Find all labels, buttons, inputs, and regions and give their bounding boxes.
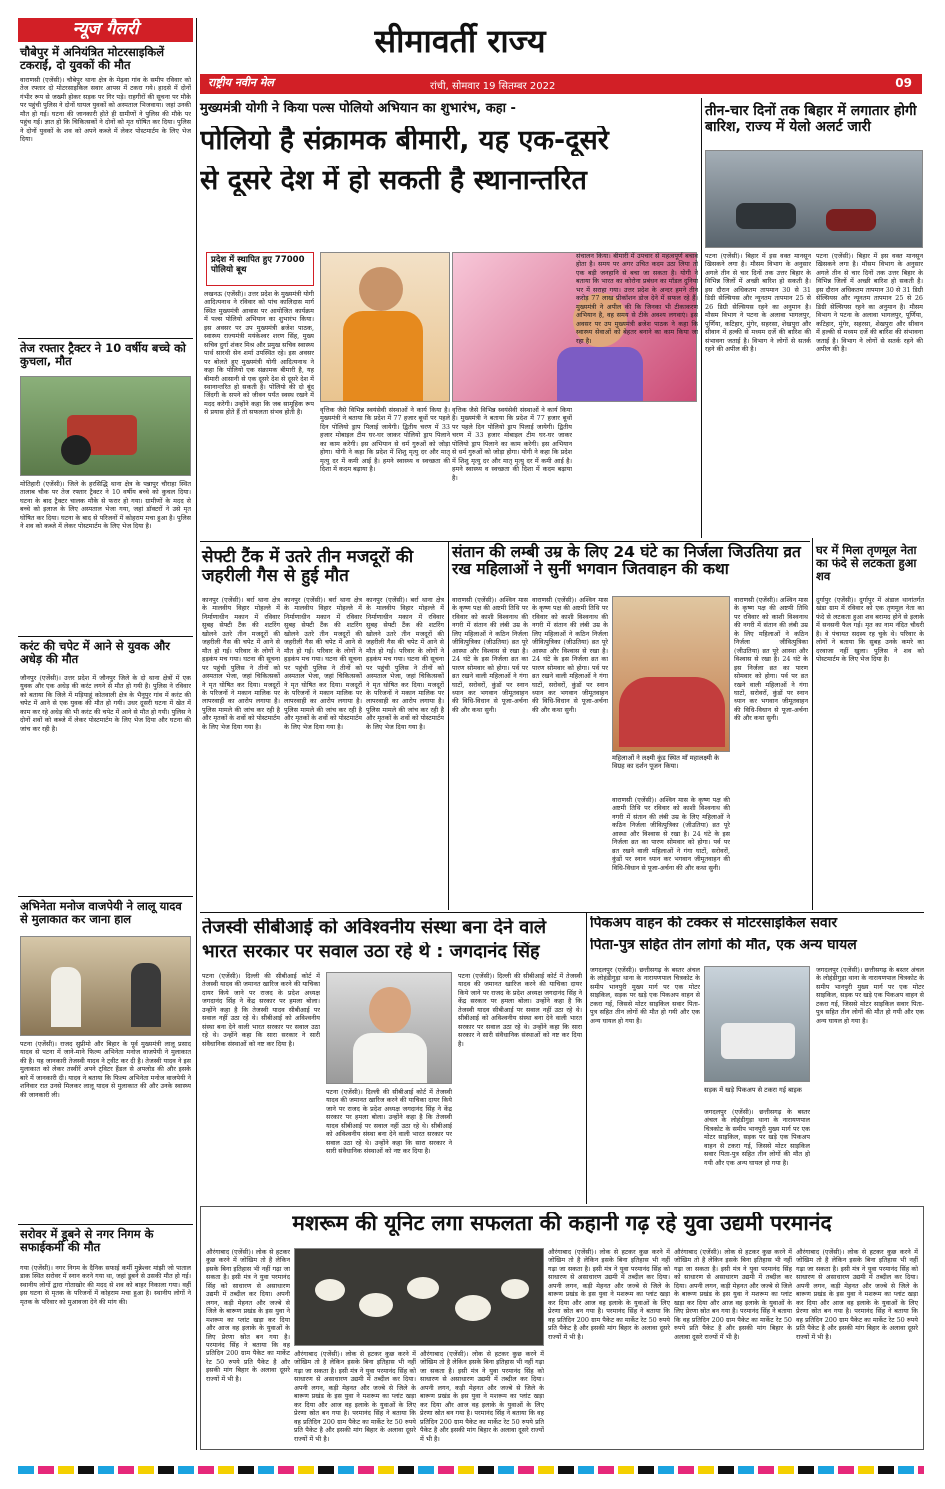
sidebar-story3-headline: करंट की चपेट में आने से युवक और अधेड़ की मौत — [20, 639, 170, 666]
lead-kicker: मुख्यमंत्री योगी ने किया पल्स पोलियो अभियान का शुभारंभ, कहा - — [200, 101, 516, 116]
section-title: सीमावर्ती राज्य — [374, 22, 546, 60]
page-number: 09 — [895, 76, 912, 90]
person-shape — [353, 1033, 427, 1084]
sidebar-story1-body: वाराणसी (एजेंसी)। चौबेपुर थाना क्षेत्र के मेढ़वा गांव के समीप रविवार को तेज रफ्तार दो मोटरसाइकिल सवार आपस में टकरा गये। हादसे में दोनों गंभीर रूप से जख्मी होकर सड़क पर गिर पड़े। राहगीरों की सूचना पर मौके पर पहुंची पुलिस ने दोनों घायल युवकों को अस्पताल भिजवाया। जहां उनकी मौत हो गई। घटना की जानकारी होते ही ग्रामीणों ने पुलिस की मौके पर पहुंच गई। ज्ञात हो कि चिकित्सकों ने दोनों को मृत घोषित कर दिया। पुलिस ने दोनों युवकों के शव को अपने कब्जे में लेकर पोस्टमार्टम के लिए भेज दिया। — [20, 76, 191, 144]
mushroom-shape — [407, 1277, 439, 1299]
masthead-bar — [200, 74, 922, 94]
column-rule — [196, 18, 197, 1450]
tank-headline: सेफ्टी टैंक में उतरे तीन मजदूरों की जहरीली गैस से हुई मौत — [202, 547, 414, 587]
sidebar-story3-body: जौनपुर (एजेंसी)। उत्तर प्रदेश में जौनपुर जिले के दो थाना क्षेत्रों में एक युवक और एक अधेड़ की करंट लगने से मौत हो गयी है। पुलिस ने रविवार को बताया कि जिले में मड़ियाहूं कोतवाली क्षेत्र के भैनूपुर गांव में करंट की चपेट में आने से एक युवक की मौत हो गयी। उधर दूसरी घटना में खेत में काम कर रहे अधेड़ की भी करंट की चपेट में आने से मौत हो गयी। पुलिस ने दोनों शवों को कब्जे में लेकर पोस्टमार्टम के लिए भेज दिया और घटना की जांच कर रही है। — [20, 674, 191, 733]
jitiya-body: वाराणसी (एजेंसी)। अश्विन मास के कृष्ण पक्ष की अष्टमी तिथि पर रविवार को काशी विश्वनाथ की नगरी में संतान की लंबी उम्र के लिए महिलाओं ने कठिन निर्जला जीवित्पुत्रिका (जीउतिया) व्रत पूरे आस्था और विश्वास से रखा है। 24 घंटे के इस निर्जला व्रत का पारण सोमवार को होगा। पर्व पर व्रत रखने वाली महिलाओं ने गंगा घाटों, सरोवरों, कुंडों पर स्नान ध्यान कर भगवान जीमूतवाहन की विधि-विधान से पूजा-अर्चना की और कथा सुनी। — [452, 596, 528, 714]
tank-body-2: कानपुर (एजेंसी)। बर्रा थाना क्षेत्र के मालवीय विहार मोहल्ले में निर्माणाधीन मकान में रविवार सुबह सेफ्टी टैंक की शटरिंग खोलने उतरे तीन मजदूरों की जहरीली गैस की चपेट में आने से मौत हो गई। परिवार के लोगों ने हड़कंप मच गया। घटना की सूचना पर पहुंची पुलिस ने तीनों को अस्पताल भेजा, जहां चिकित्सकों ने मृत घोषित कर दिया। मजदूरों के परिजनों ने मकान मालिक पर लापरवाही का आरोप लगाया है। पुलिस मामले की जांच कर रही है और मृतकों के शवों को पोस्टमार्टम के लिए भेज दिया गया है। — [284, 596, 362, 731]
sidebar-story5-body: गया (एजेंसी)। नगर निगम के दैनिक सफाई कर्मी मुन्नेश्वर मांझी जो पाताल डाक स्थित सरोवर में स्नान करने गया था, जहां डूबने से उसकी मौत हो गई। स्थानीय लोगों द्वारा गोताखोर की मदद से शव को बाहर निकाला गया। वहीं इस घटना से मृतक के परिजनों में कोहराम मचा हुआ है। स्थानीय लोगों ने मृतक के परिवार को मुआवजा देने की मांग की। — [20, 1264, 191, 1306]
lead-body-mid: वृत्तिक जैसे विभिन्न स्वयंसेवी संस्थाओं ने कार्य किया है। मुख्यमंत्री ने बताया कि प्रदेश में 77 हजार बूथों पर पहले दिन पोलियो ड्राप पिलाई जायेगी। द्वितीय चरण में 33 हजार मोबाइल टीम घर-घर जाकर पोलियो ड्राप पिलाने का काम करेगी। इस अभियान से धर्म गुरुओं को जोड़ा होगा। योगी ने कहा कि प्रदेश में शिशु मृत्यु दर और मातृ मृत्यु दर में कमी आई है। हमने स्वास्थ्य व स्वच्छता की दिशा में कदम बढ़ाया है। — [320, 406, 450, 474]
column-rule — [586, 912, 587, 1204]
tejashwi-body-3: पटना (एजेंसी)। दिल्ली की सीबीआई कोर्ट में तेजस्वी यादव की जमानत खारिज करने की याचिका दायर किये जाने पर राजद के प्रदेश अध्यक्ष जगदानंद सिंह ने केंद्र सरकार पर हमला बोला। उन्होंने कहा है कि तेजस्वी यादव सीबीआई पर सवाल नहीं उठा रहे थे। सीबीआई को अविश्वनीय संस्था बना देने वाली भारत सरकार पर सवाल उठा रहे थे। उन्होंने कहा कि सारा सरकार ने सारी संवैधानिक संस्थाओं को नष्ट कर दिया है। — [458, 972, 582, 1048]
sidebar-story4-headline: अभिनेता मनोज वाजपेयी ने लालू यादव से मुलाकात कर जाना हाल — [20, 899, 182, 926]
mushroom-headline: मशरूम की यूनिट लगा सफलता की कहानी गढ़ रहे युवा उद्यमी परमानंद — [292, 1212, 832, 1235]
person-shape — [369, 987, 411, 1033]
jitiya-photo-caption: महिलाओं ने लक्ष्मी कुंड स्थित माँ महालक्ष्मी के विग्रह का दर्शन पूजन किया। — [612, 754, 720, 771]
dateline: रांची, सोमवार 19 सितम्बर 2022 — [430, 81, 556, 92]
section-divider — [200, 541, 810, 542]
weather-headline: तीन-चार दिनों तक बिहार में लगातार होगी बारिश, राज्य में येलो अलर्ट जारी — [705, 103, 917, 135]
lead-body-right: संचालन किया। बीमारी में उपचार से महत्वपूर्ण बचाव होता है। समय पर अगर उचित कदम उठा लिया तो एक बड़ी जनहानि से बचा जा सकता है। योगी ने बताया कि भारत का कोरोना प्रबंधन का मॉडल दुनिया भर में सराहा गया। उत्तर प्रदेश के अन्दर हमने तीन करोड़ 77 लाख प्रीकॉशन डोज देने में सफल रहे हैं। मुख्यमंत्री ने अपील की कि जिनका भी टीकाकरण अभियान है, वह समय से टीके अवश्य लगवाएं। इस अवसर पर उप मुख्यमंत्री ब्रजेश पाठक ने कहा कि स्वास्थ्य सेवाओं को बेहतर बनाने का काम किया जा रहा है। — [576, 252, 698, 345]
pickup-photo — [704, 966, 810, 1082]
rain-photo — [705, 150, 923, 248]
tejashwi-body: पटना (एजेंसी)। दिल्ली की सीबीआई कोर्ट में तेजस्वी यादव की जमानत खारिज करने की याचिका दायर किये जाने पर राजद के प्रदेश अध्यक्ष जगदानंद सिंह ने केंद्र सरकार पर हमला बोला। उन्होंने कहा है कि तेजस्वी यादव सीबीआई पर सवाल नहीं उठा रहे थे। सीबीआई को अविश्वनीय संस्था बना देने वाली भारत सरकार पर सवाल उठा रहे थे। उन्होंने कहा कि सारा सरकार ने सारी संवैधानिक संस्थाओं को नष्ट कर दिया है। — [202, 972, 320, 1048]
column-rule — [812, 538, 813, 910]
jagdanand-photo — [326, 972, 452, 1084]
lead-headline-line2: से दूसरे देश में हो सकती है स्थानान्तरित — [200, 166, 587, 196]
jitiya-body-4: वाराणसी (एजेंसी)। अश्विन मास के कृष्ण पक्ष की अष्टमी तिथि पर रविवार को काशी विश्वनाथ की नगरी में संतान की लंबी उम्र के लिए महिलाओं ने कठिन निर्जला जीवित्पुत्रिका (जीउतिया) व्रत पूरे आस्था और विश्वास से रखा है। 24 घंटे के इस निर्जला व्रत का पारण सोमवार को होगा। पर्व पर व्रत रखने वाली महिलाओं ने गंगा घाटों, सरोवरों, कुंडों पर स्नान ध्यान कर भगवान जीमूतवाहन की विधि-विधान से पूजा-अर्चना की और कथा सुनी। — [734, 596, 808, 723]
jitiya-body-3: वाराणसी (एजेंसी)। अश्विन मास के कृष्ण पक्ष की अष्टमी तिथि पर रविवार को काशी विश्वनाथ की नगरी में संतान की लंबी उम्र के लिए महिलाओं ने कठिन निर्जला जीवित्पुत्रिका (जीउतिया) व्रत पूरे आस्था और विश्वास से रखा है। 24 घंटे के इस निर्जला व्रत का पारण सोमवार को होगा। पर्व पर व्रत रखने वाली महिलाओं ने गंगा घाटों, सरोवरों, कुंडों पर स्नान ध्यान कर भगवान जीमूतवाहन की विधि-विधान से पूजा-अर्चना की और कथा सुनी। — [612, 796, 730, 872]
tank-body-3: कानपुर (एजेंसी)। बर्रा थाना क्षेत्र के मालवीय विहार मोहल्ले में निर्माणाधीन मकान में रविवार सुबह सेफ्टी टैंक की शटरिंग खोलने उतरे तीन मजदूरों की जहरीली गैस की चपेट में आने से मौत हो गई। परिवार के लोगों ने हड़कंप मच गया। घटना की सूचना पर पहुंची पुलिस ने तीनों को अस्पताल भेजा, जहां चिकित्सकों ने मृत घोषित कर दिया। मजदूरों के परिजनों ने मकान मालिक पर लापरवाही का आरोप लगाया है। पुलिस मामले की जांच कर रही है और मृतकों के शवों को पोस्टमार्टम के लिए भेज दिया गया है। — [366, 596, 444, 731]
mushroom-shape — [359, 1293, 393, 1317]
vehicle-shape — [721, 1023, 795, 1059]
sidebar-story2-headline: तेज रफ्तार ट्रैक्टर ने 10 वर्षीय बच्चे को कुचला, मौत — [20, 341, 186, 368]
tractor-photo — [20, 376, 191, 476]
car-shape — [826, 209, 876, 231]
accident-body: जगदलपुर (एजेंसी)। छत्तीसगढ़ के बस्तर अंचल के लोहंडीगुड़ा थाना के नारायणपाल चित्रकोट के समीप भानपुरी मुख्य मार्ग पर एक मोटर साइकिल, सड़क पर खड़े एक पिकअप वाहन से टकरा गई, जिससे मोटर साइकिल सवार पिता-पुत्र सहित तीन लोगों की मौत हो गयी और एक अन्य घायल हो गया है। — [590, 966, 700, 1025]
jitiya-headline: संतान की लम्बी उम्र के लिए 24 घंटे का निर्जला जिउतिया व्रत रख महिलाओं ने सुनीं भगवान जितवाहन की कथा — [452, 543, 801, 579]
lead-body-left: लखनऊ (एजेंसी)। उत्तर प्रदेश के मुख्यमंत्री योगी आदित्यनाथ ने रविवार को पांच कालिदास मार्ग स्थित मुख्यमंत्री आवास पर आयोजित कार्यक्रम में पल्स पोलियो अभियान का शुभारंभ किया। इस अवसर पर उप मुख्यमंत्री ब्रजेश पाठक, स्वास्थ्य राज्यमंत्री मयंकेश्वर शरण सिंह, मुख्य सचिव दुर्गा शंकर मिश्र और प्रमुख सचिव स्वास्थ्य पार्थ सारथी सेन शर्मा उपस्थित रहे। इस अवसर पर बोलते हुए मुख्यमंत्री योगी आदित्यनाथ ने कहा कि पोलियो एक संक्रामक बीमारी है, यह बीमारी आसानी से एक दूसरे देश से दूसरे देश में स्थानान्तरित हो सकती है। पोलियो की दो बूंद जिंदगी के सपने को जीवन पर्यंत स्वस्थ रखने में मदद करेगी। उन्होंने कहा कि जब सामूहिक रूप से प्रयास होते हैं तो सफलता संभव होती है। — [204, 290, 314, 417]
divider — [18, 636, 193, 637]
crowd-shape — [619, 677, 725, 747]
tejashwi-body-2: पटना (एजेंसी)। दिल्ली की सीबीआई कोर्ट में तेजस्वी यादव की जमानत खारिज करने की याचिका दायर किये जाने पर राजद के प्रदेश अध्यक्ष जगदानंद सिंह ने केंद्र सरकार पर हमला बोला। उन्होंने कहा है कि तेजस्वी यादव सीबीआई पर सवाल नहीं उठा रहे थे। सीबीआई को अविश्वनीय संस्था बना देने वाली भारत सरकार पर सवाल उठा रहे थे। उन्होंने कहा कि सारा सरकार ने सारी संवैधानिक संस्थाओं को नष्ट कर दिया है। — [326, 1088, 452, 1156]
suicide-body: दुर्गापुर (एजेंसी)। दुर्गापुर में अंडाल थानांतर्गत खंडा ग्राम में रविवार को एक तृणमूल नेता का फंदे से लटकता हुआ शव बरामद होने से इलाके में सनसनी फैल गई। मृत का नाम नंदित चौधरी है। वे पंचायत सदस्य रह चुके थे। परिवार के लोगों ने बताया कि सुबह उनके कमरे का दरवाजा नहीं खुला। पुलिस ने शव को पोस्टमार्टम के लिए भेज दिया है। — [816, 596, 924, 664]
mushroom-body-3: औरंगाबाद (एजेंसी)। लोक से हटकर कुछ करने में जोखिम तो है लेकिन इसके बिना इतिहास भी नहीं गढ़ा जा सकता है। इसी मंत्र ने युवा परमानंद सिंह को साधारण से असाधारण उद्यमी में तब्दील कर दिया। अपनी लगन, कड़ी मेहनत और जज्बे से जिले के बारूण प्रखंड के इस युवा ने मशरूम का प्लांट खड़ा कर दिया और आज वह इलाके के युवाओं के लिए प्रेरणा स्रोत बन गया है। परमानंद सिंह ने बताया कि वह प्रतिदिन 200 ग्राम पैकेट का मार्केट रेट 50 रुपये प्रति पैकेट है और इसकी मांग बिहार के अलावा दूसरे राज्यों में भी है। — [420, 1350, 544, 1443]
divider — [18, 896, 193, 897]
mushroom-shape — [315, 1279, 345, 1301]
mushroom-body-4: औरंगाबाद (एजेंसी)। लोक से हटकर कुछ करने में जोखिम तो है लेकिन इसके बिना इतिहास भी नहीं गढ़ा जा सकता है। इसी मंत्र ने युवा परमानंद सिंह को साधारण से असाधारण उद्यमी में तब्दील कर दिया। अपनी लगन, कड़ी मेहनत और जज्बे से जिले के बारूण प्रखंड के इस युवा ने मशरूम का प्लांट खड़ा कर दिया और आज वह इलाके के युवाओं के लिए प्रेरणा स्रोत बन गया है। परमानंद सिंह ने बताया कि वह प्रतिदिन 200 ग्राम पैकेट का मार्केट रेट 50 रुपये प्रति पैकेट है और इसकी मांग बिहार के अलावा दूसरे राज्यों में भी है। — [548, 1248, 670, 1341]
news-gallery-sidebar — [18, 18, 193, 1450]
polio-booth-text: प्रदेश में स्थापित हुए 77000 पोलियो बूथ — [211, 255, 305, 275]
lead-headline-line1: पोलियो है संक्रामक बीमारी, यह एक-दूसरे — [200, 126, 609, 156]
print-registration-bar — [18, 1466, 924, 1474]
jitiya-body-2: वाराणसी (एजेंसी)। अश्विन मास के कृष्ण पक्ष की अष्टमी तिथि पर रविवार को काशी विश्वनाथ की नगरी में संतान की लंबी उम्र के लिए महिलाओं ने कठिन निर्जला जीवित्पुत्रिका (जीउतिया) व्रत पूरे आस्था और विश्वास से रखा है। 24 घंटे के इस निर्जला व्रत का पारण सोमवार को होगा। पर्व पर व्रत रखने वाली महिलाओं ने गंगा घाटों, सरोवरों, कुंडों पर स्नान ध्यान कर भगवान जीमूतवाहन की विधि-विधान से पूजा-अर्चना की और कथा सुनी। — [532, 596, 608, 714]
mushroom-body-2: औरंगाबाद (एजेंसी)। लोक से हटकर कुछ करने में जोखिम तो है लेकिन इसके बिना इतिहास भी नहीं गढ़ा जा सकता है। इसी मंत्र ने युवा परमानंद सिंह को साधारण से असाधारण उद्यमी में तब्दील कर दिया। अपनी लगन, कड़ी मेहनत और जज्बे से जिले के बारूण प्रखंड के इस युवा ने मशरूम का प्लांट खड़ा कर दिया और आज वह इलाके के युवाओं के लिए प्रेरणा स्रोत बन गया है। परमानंद सिंह ने बताया कि वह प्रतिदिन 200 ग्राम पैकेट का मार्केट रेट 50 रुपये प्रति पैकेट है और इसकी मांग बिहार के अलावा दूसरे राज्यों में भी है। — [294, 1350, 416, 1443]
mushroom-shape — [455, 1295, 491, 1321]
car-shape — [736, 203, 796, 229]
column-rule — [701, 98, 702, 538]
tejashwi-headline-line2: भारत सरकार पर सवाल उठा रहे थे : जगदानंद सिंह — [202, 942, 540, 962]
polio-booth-box — [206, 252, 314, 286]
lead-body-mid-2: वृत्तिक जैसे विभिन्न स्वयंसेवी संस्थाओं ने कार्य किया है। मुख्यमंत्री ने बताया कि प्रदेश में 77 हजार बूथों पर पहले दिन पोलियो ड्राप पिलाई जायेगी। द्वितीय चरण में 33 हजार मोबाइल टीम घर-घर जाकर पोलियो ड्राप पिलाने का काम करेगी। इस अभियान से धर्म गुरुओं को जोड़ा होगा। योगी ने कहा कि प्रदेश में शिशु मृत्यु दर और मातृ मृत्यु दर में कमी आई है। हमने स्वास्थ्य व स्वच्छता की दिशा में कदम बढ़ाया है। — [452, 406, 572, 482]
sidebar-story2-body: मोतिहारी (एजेंसी)। जिले के हरसिद्धि थाना क्षेत्र के पन्नापुर चौराहा स्थित तालाब चौक पर तेज रफ्तार ट्रैक्टर ने 10 वर्षीय बच्चे को कुचल दिया। घटना के बाद ट्रैक्टर चालक मौके से फरार हो गया। ग्रामीणों के मदद से बच्चे को इलाज के लिए अस्पताल भेजा गया, जहां डॉक्टरों ने उसे मृत घोषित कर दिया। घटना के बाद से परिजनों में कोहराम मचा हुआ है। पुलिस ने शव को कब्जे में लेकर पोस्टमार्टम के लिए भेज दिया है। — [20, 480, 191, 531]
suicide-headline: घर में मिला तृणमूल नेता का फंदे से लटकता हुआ शव — [816, 543, 917, 583]
tejashwi-headline-line1: तेजस्वी सीबीआई को अविश्वनीय संस्था बना देने वाले — [202, 918, 547, 938]
jitiya-photo — [612, 596, 730, 752]
weather-body: पटना (एजेंसी)। बिहार में इस वक्त मानसून खिसकने लगा है। मौसम विभाग के अनुसार अगले तीन से चार दिनों तक उत्तर बिहार के विभिन्न जिलों में अच्छी बारिश हो सकती है। इस दौरान अधिकतम तापमान 30 से 31 डिग्री सेल्सियस और न्यूनतम तापमान 25 से 26 डिग्री सेल्सियस रहने का अनुमान है। मौसम विभाग ने पटना के अलावा भागलपुर, पूर्णिया, कटिहार, मुंगेर, सहरसा, शेखपुरा और सीवान में हल्की से मध्यम दर्जे की बारिश की संभावना जताई है। विभाग ने लोगों से सतर्क रहने की अपील की है। — [705, 252, 811, 353]
tank-body: कानपुर (एजेंसी)। बर्रा थाना क्षेत्र के मालवीय विहार मोहल्ले में निर्माणाधीन मकान में रविवार सुबह सेफ्टी टैंक की शटरिंग खोलने उतरे तीन मजदूरों की जहरीली गैस की चपेट में आने से मौत हो गई। परिवार के लोगों ने हड़कंप मच गया। घटना की सूचना पर पहुंची पुलिस ने तीनों को अस्पताल भेजा, जहां चिकित्सकों ने मृत घोषित कर दिया। मजदूरों के परिजनों ने मकान मालिक पर लापरवाही का आरोप लगाया है। पुलिस मामले की जांच कर रही है और मृतकों के शवों को पोस्टमार्टम के लिए भेज दिया गया है। — [202, 596, 280, 731]
person-shape — [51, 967, 81, 1027]
sidebar-story5-headline: सरोवर में डूबने से नगर निगम के सफाईकर्मी की मौत — [20, 1227, 154, 1254]
mushroom-body-6: औरंगाबाद (एजेंसी)। लोक से हटकर कुछ करने में जोखिम तो है लेकिन इसके बिना इतिहास भी नहीं गढ़ा जा सकता है। इसी मंत्र ने युवा परमानंद सिंह को साधारण से असाधारण उद्यमी में तब्दील कर दिया। अपनी लगन, कड़ी मेहनत और जज्बे से जिले के बारूण प्रखंड के इस युवा ने मशरूम का प्लांट खड़ा कर दिया और आज वह इलाके के युवाओं के लिए प्रेरणा स्रोत बन गया है। परमानंद सिंह ने बताया कि वह प्रतिदिन 200 ग्राम पैकेट का मार्केट रेट 50 रुपये प्रति पैकेट है और इसकी मांग बिहार के अलावा दूसरे राज्यों में भी है। — [796, 1248, 918, 1341]
paper-name: राष्ट्रीय नवीन मेल — [208, 76, 274, 89]
accident-body-3: जगदलपुर (एजेंसी)। छत्तीसगढ़ के बस्तर अंचल के लोहंडीगुड़ा थाना के नारायणपाल चित्रकोट के समीप भानपुरी मुख्य मार्ग पर एक मोटर साइकिल, सड़क पर खड़े एक पिकअप वाहन से टकरा गई, जिससे मोटर साइकिल सवार पिता-पुत्र सहित तीन लोगों की मौत हो गयी और एक अन्य घायल हो गया है। — [816, 966, 924, 1025]
column-rule — [448, 542, 449, 910]
section-divider — [200, 912, 924, 913]
person-shape — [359, 267, 403, 311]
tractor-wheel — [61, 435, 91, 465]
divider — [18, 1224, 193, 1225]
mushroom-body: औरंगाबाद (एजेंसी)। लोक से हटकर कुछ करने में जोखिम तो है लेकिन इसके बिना इतिहास भी नहीं गढ़ा जा सकता है। इसी मंत्र ने युवा परमानंद सिंह को साधारण से असाधारण उद्यमी में तब्दील कर दिया। अपनी लगन, कड़ी मेहनत और जज्बे से जिले के बारूण प्रखंड के इस युवा ने मशरूम का प्लांट खड़ा कर दिया और आज वह इलाके के युवाओं के लिए प्रेरणा स्रोत बन गया है। परमानंद सिंह ने बताया कि वह प्रतिदिन 200 ग्राम पैकेट का मार्केट रेट 50 रुपये प्रति पैकेट है और इसकी मांग बिहार के अलावा दूसरे राज्यों में भी है। — [206, 1248, 290, 1383]
mushroom-shape — [501, 1279, 529, 1299]
person-shape — [343, 311, 423, 402]
sidebar-story1-headline: चौबेपुर में अनियंत्रित मोटरसाइकिलें टकराईं, दो युवकों की मौत — [20, 45, 165, 72]
accident-body-2: जगदलपुर (एजेंसी)। छत्तीसगढ़ के बस्तर अंचल के लोहंडीगुड़ा थाना के नारायणपाल चित्रकोट के समीप भानपुरी मुख्य मार्ग पर एक मोटर साइकिल, सड़क पर खड़े एक पिकअप वाहन से टकरा गई, जिससे मोटर साइकिल सवार पिता-पुत्र सहित तीन लोगों की मौत हो गयी और एक अन्य घायल हो गया है। — [704, 1108, 810, 1167]
mushroom-body-5: औरंगाबाद (एजेंसी)। लोक से हटकर कुछ करने में जोखिम तो है लेकिन इसके बिना इतिहास भी नहीं गढ़ा जा सकता है। इसी मंत्र ने युवा परमानंद सिंह को साधारण से असाधारण उद्यमी में तब्दील कर दिया। अपनी लगन, कड़ी मेहनत और जज्बे से जिले के बारूण प्रखंड के इस युवा ने मशरूम का प्लांट खड़ा कर दिया और आज वह इलाके के युवाओं के लिए प्रेरणा स्रोत बन गया है। परमानंद सिंह ने बताया कि वह प्रतिदिन 200 ग्राम पैकेट का मार्केट रेट 50 रुपये प्रति पैकेट है और इसकी मांग बिहार के अलावा दूसरे राज्यों में भी है। — [674, 1248, 792, 1341]
person-shape — [131, 963, 161, 1027]
yogi-polio-photo — [320, 252, 450, 402]
sidebar-title: न्यूज गैलरी — [72, 19, 139, 39]
sidebar-story4-body: पटना (एजेंसी)। राजद सुप्रीमो और बिहार के पूर्व मुख्यमंत्री लालू प्रसाद यादव से पटना में जाने-माने फिल्म अभिनेता मनोज वाजपेयी ने मुलाकात की है। यह जानकारी तेजस्वी यादव ने ट्वीट कर दी है। तेजस्वी यादव ने इस मुलाकात को लेकर तस्वीरें अपने ट्विटर हैंडल से अपलोड की और इसके बारे में जानकारी दी। यादव ने बताया कि फिल्म अभिनेता मनोज वाजपेयी ने शनिवार रात उनसे मिलकर लालू यादव से मुलाकात की और उनके स्वास्थ्य की जानकारी ली। — [20, 1040, 191, 1099]
accident-headline-line2: पिता-पुत्र सहित तीन लोगों की मौत, एक अन्य घायल — [590, 938, 857, 953]
weather-body-2: पटना (एजेंसी)। बिहार में इस वक्त मानसून खिसकने लगा है। मौसम विभाग के अनुसार अगले तीन से चार दिनों तक उत्तर बिहार के विभिन्न जिलों में अच्छी बारिश हो सकती है। इस दौरान अधिकतम तापमान 30 से 31 डिग्री सेल्सियस और न्यूनतम तापमान 25 से 26 डिग्री सेल्सियस रहने का अनुमान है। मौसम विभाग ने पटना के अलावा भागलपुर, पूर्णिया, कटिहार, मुंगेर, सहरसा, शेखपुरा और सीवान में हल्की से मध्यम दर्जे की बारिश की संभावना जताई है। विभाग ने लोगों से सतर्क रहने की अपील की है। — [816, 252, 923, 353]
lalu-meeting-photo — [20, 936, 191, 1036]
mushroom-photo — [294, 1248, 544, 1346]
pickup-photo-caption: सड़क में खड़े पिकअप से टकरा गई बाइक — [704, 1086, 802, 1094]
divider — [18, 338, 193, 339]
accident-headline-line1: पिकअप वाहन की टक्कर से मोटरसाइकिल सवार — [590, 916, 838, 931]
